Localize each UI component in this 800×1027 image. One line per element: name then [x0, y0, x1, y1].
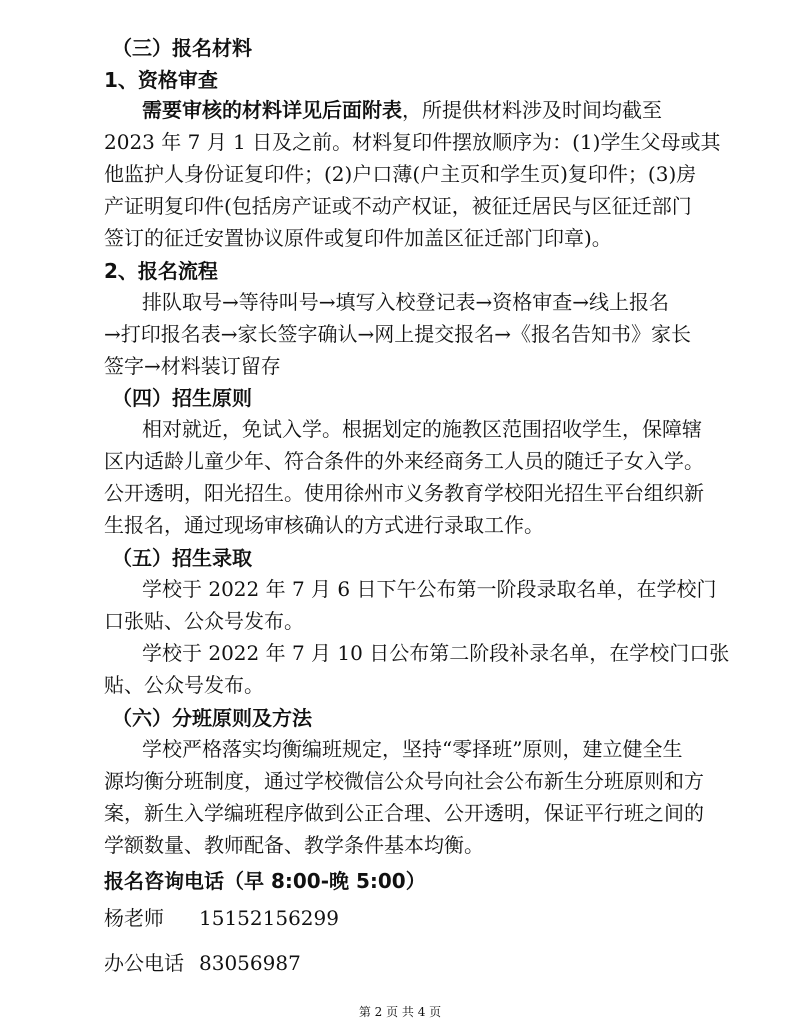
admission-second-line-2: 贴、公众号发布。 — [104, 673, 264, 697]
contact-phone: 15152156299 — [199, 906, 339, 930]
contact-row — [104, 903, 339, 933]
section-heading-materials: （三）报名材料 — [112, 36, 252, 60]
principles-line-1: 相对就近，免试入学。根据划定的施教区范围招收学生，保障辖 — [142, 417, 702, 441]
class-division-line-3: 案，新生入学编班程序做到公正合理、公开透明，保证平行班之间的 — [104, 801, 704, 825]
class-division-line-2: 源均衡分班制度，通过学校微信公众号向社会公布新生分班原则和方 — [104, 769, 704, 793]
principles-line-4: 生报名，通过现场审核确认的方式进行录取工作。 — [104, 513, 544, 537]
contact-name: 办公电话 — [104, 951, 184, 975]
process-line-3: 签字→材料装订留存 — [104, 354, 281, 378]
qualification-line-2: 2023 年 7 月 1 日及之前。材料复印件摆放顺序为：(1)学生父母或其 — [104, 130, 721, 154]
section-heading-admission: （五）招生录取 — [112, 546, 252, 570]
section-heading-class-division: （六）分班原则及方法 — [112, 706, 312, 730]
qualification-line-5: 签订的征迁安置协议原件或复印件加盖区征迁部门印章)。 — [104, 226, 612, 250]
qualification-line-3: 他监护人身份证复印件；(2)户口薄(户主页和学生页)复印件；(3)房 — [104, 162, 697, 186]
contact-row — [104, 948, 301, 978]
process-line-2: →打印报名表→家长签字确认→网上提交报名→《报名告知书》家长 — [104, 322, 692, 346]
contact-name: 杨老师 — [104, 906, 164, 930]
contact-phone: 83056987 — [199, 951, 301, 975]
admission-first-line-1: 学校于 2022 年 7 月 6 日下午公布第一阶段录取名单，在学校门 — [142, 577, 717, 601]
admission-first-line-2: 口张贴、公众号发布。 — [104, 609, 304, 633]
section-heading-principles: （四）招生原则 — [112, 386, 252, 410]
subheading-qualification: 1、资格审查 — [104, 68, 218, 92]
principles-line-3: 公开透明，阳光招生。使用徐州市义务教育学校阳光招生平台组织新 — [104, 481, 704, 505]
qualification-bold-lead: 需要审核的材料详见后面附表 — [142, 98, 402, 122]
qualification-line-1 — [142, 95, 662, 125]
class-division-line-4: 学额数量、教师配备、教学条件基本均衡。 — [104, 833, 484, 857]
page-number: 第 2 页 共 4 页 — [358, 1005, 442, 1019]
qualification-line-4: 产证明复印件(包括房产证或不动产权证，被征迁居民与区征迁部门 — [104, 194, 692, 218]
subheading-process: 2、报名流程 — [104, 259, 218, 283]
qualification-lead-rest: ，所提供材料涉及时间均截至 — [402, 98, 662, 122]
contact-heading: 报名咨询电话（早 8:00-晚 5:00） — [104, 869, 426, 893]
process-line-1: 排队取号→等待叫号→填写入校登记表→资格审查→线上报名 — [142, 290, 670, 314]
class-division-line-1: 学校严格落实均衡编班规定，坚持“零择班”原则，建立健全生 — [142, 737, 683, 761]
admission-second-line-1: 学校于 2022 年 7 月 10 日公布第二阶段补录名单，在学校门口张 — [142, 641, 730, 665]
principles-line-2: 区内适龄儿童少年、符合条件的外来经商务工人员的随迁子女入学。 — [104, 449, 704, 473]
